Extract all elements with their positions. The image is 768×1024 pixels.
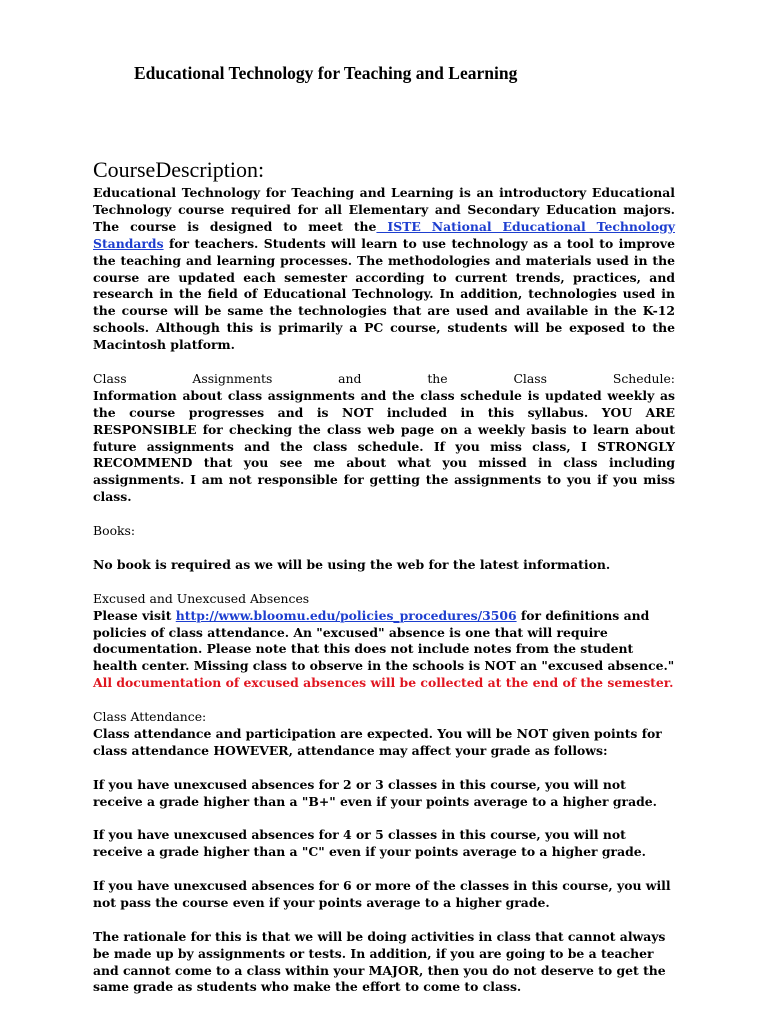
- assignments-heading-word: Schedule:: [612, 370, 675, 386]
- description-text-1: Educational Technology for Teaching and Learning is an introductory Educational Technology course required for all Elementary and Secondary Education majors. The course is designed to meet the: [93, 185, 675, 234]
- assignments-heading-word: Class: [93, 370, 127, 386]
- document-title: Educational Technology for Teaching and Learning: [134, 63, 518, 83]
- books-paragraph: No book is required as we will be using the web for the latest information.: [93, 556, 611, 572]
- assignments-heading-word: Assignments: [192, 370, 273, 386]
- assignments-heading-word: the: [427, 370, 448, 386]
- rationale-paragraph: The rationale for this is that we will be doing activities in class that cannot always be made up by assignments or tests. In addition, if you are going to be a teacher and cannot come to a class within your MAJOR, then you do not deserve to get the same grade as students who make the effort to come to class.: [93, 928, 666, 995]
- attendance-paragraph: Class attendance and participation are expected. You will be NOT given points for class attendance HOWEVER, attendance may affect your grade as follows:: [93, 725, 662, 758]
- description-text-2: for teachers. Students will learn to use technology as a tool to improve the teaching and learning processes. The methodologies and materials used in the course are updated each semester according to current trends, practices, and research in the field of Educational Technology. In addition, technologies used in the course will be same the technologies that are used and available in the K-12 schools. Although this is primarily a PC course, students will be exposed to the Macintosh platform.: [93, 235, 675, 353]
- books-heading: Books:: [93, 523, 136, 539]
- assignments-heading: [93, 371, 675, 388]
- document-body: [93, 185, 675, 996]
- course-description-heading: CourseDescription:: [93, 157, 265, 182]
- assignments-paragraph: Information about class assignments and the class schedule is updated weekly as the course progresses and is NOT included in this syllabus. YOU ARE RESPONSIBLE for checking the class web page on a weekly basis to learn about future assignments and the class schedule. If you miss class, I STRONGLY RECOMMEND that you see me about what you missed in class including assignments. I am not responsible for getting the assignments to you if you miss class.: [93, 387, 675, 505]
- absences-text-1: Please visit: [93, 607, 176, 623]
- iste-standards-link[interactable]: ISTE National Educational Technology Standards: [93, 218, 675, 251]
- assignments-heading-word: and: [338, 370, 362, 386]
- attendance-rule: If you have unexcused absences for 4 or 5 classes in this course, you will not receive a grade higher than a "C" even if your points average to a higher grade.: [93, 827, 646, 860]
- policies-link[interactable]: http://www.bloomu.edu/policies_procedures/3506: [175, 607, 517, 623]
- attendance-rule: If you have unexcused absences for 2 or 3 classes in this course, you will not receive a grade higher than a "B+" even if your points average to a higher grade.: [93, 776, 657, 809]
- assignments-heading-word: Class: [513, 370, 547, 386]
- documentation-notice: All documentation of excused absences will be collected at the end of the semester.: [93, 675, 674, 691]
- attendance-heading: Class Attendance:: [93, 709, 207, 725]
- absences-paragraph: [93, 608, 675, 693]
- course-description-paragraph: [93, 185, 675, 354]
- attendance-rule: If you have unexcused absences for 6 or more of the classes in this course, you will not pass the course even if your points average to a higher grade.: [93, 878, 671, 910]
- absences-heading: Excused and Unexcused Absences: [93, 590, 310, 606]
- absences-text-2: for definitions and policies of class attendance. An "excused" absence is one that will require documentation. Please note that this does not include notes from the student health center. Missing class to observe in the schools is NOT an "excused absence.": [93, 607, 675, 674]
